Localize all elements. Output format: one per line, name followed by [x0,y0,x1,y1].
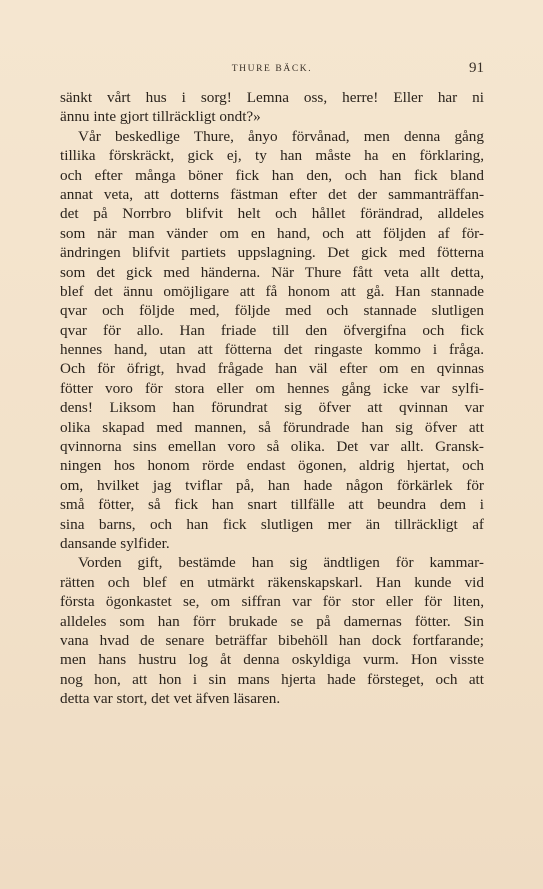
text-line: Vorden gift, bestämde han sig ändtligen för kammar- [78,554,484,572]
text-line: sänkt vårt hus i sorg! Lemna oss, herre! Eller har ni [60,89,484,106]
text-line: hennes hand, utan att fötterna det ringaste kommo i fråga. [60,341,484,359]
text-line: det på Norrbro blifvit helt och hållet förändrad, alldeles [60,205,484,223]
text-line: fötter voro för stora eller om hennes gång icke var sylfi- [60,379,484,397]
text-line: dens! Liksom han förundrat sig öfver att qvinnan var [60,399,484,417]
text-line: och efter många böner fick han den, och han fick bland [60,166,484,184]
text-line: rätten och blef en utmärkt räkenskapskarl. Han kunde vid [60,573,484,591]
text-line: tillika förskräckt, gick ej, ty han måste ha en förklaring, [60,147,484,165]
text-line: Och för öfrigt, hvad frågade han väl efter om en qvinnas [60,360,484,378]
body-text [60,88,484,709]
text-line: ändringen blifvit partiets uppslagning. Det gick med fötterna [60,244,484,262]
text-line: sina barns, och han fick slutligen mer än tillräckligt af [60,515,484,533]
page-header [60,60,484,80]
text-line: ningen hos honom rörde endast ögonen, aldrig hjertat, och [60,457,484,475]
text-line: ännu inte gjort tillräckligt ondt?» [60,108,261,126]
text-line: dansande sylfider. [60,534,170,552]
text-line: annat veta, att dotterns fästman efter det der sammanträffan- [60,185,484,203]
text-line: qvar för allo. Han friade till den öfvergifna och fick [60,321,484,339]
text-line: qvar och följde med, följde med och stannade slutligen [60,302,484,320]
text-line: vana hvad de senare beträffar bibehöll han dock fortfarande; [60,631,484,649]
running-head: THURE BÄCK. [231,64,313,74]
text-line: qvinnorna sins emellan voro så olika. Det var allt. Gransk- [60,438,484,456]
text-line: alldeles som han förr brukade se på damernas fötter. Sin [60,612,484,630]
page-number: 91 [469,60,484,76]
text-line: detta var stort, det vet äfven läsaren. [60,690,281,708]
text-line: om, hvilket jag tviflar på, han hade någon förkärlek för [60,476,484,494]
text-line: som när man vänder om en hand, och att följden af för- [60,224,484,242]
text-line: olika skapad med mannen, så förundrade han sig öfver att [60,418,484,436]
text-line: nog hon, att hon i sin mans hjerta hade försteget, och att [60,670,484,688]
text-line: blef det ännu omöjligare att få honom att gå. Han stannade [60,282,484,300]
text-line: som det gick med händerna. När Thure fått veta allt detta, [60,263,484,281]
text-line: små fötter, så fick han snart tillfälle att beundra dem i [60,496,484,514]
text-line: Vår beskedlige Thure, ånyo förvånad, men denna gång [78,127,484,145]
text-line: men hans hustru log åt denna oskyldiga vurm. Hon visste [60,651,484,669]
text-line: första ögonkastet se, om siffran var för stor eller för liten, [60,593,484,611]
